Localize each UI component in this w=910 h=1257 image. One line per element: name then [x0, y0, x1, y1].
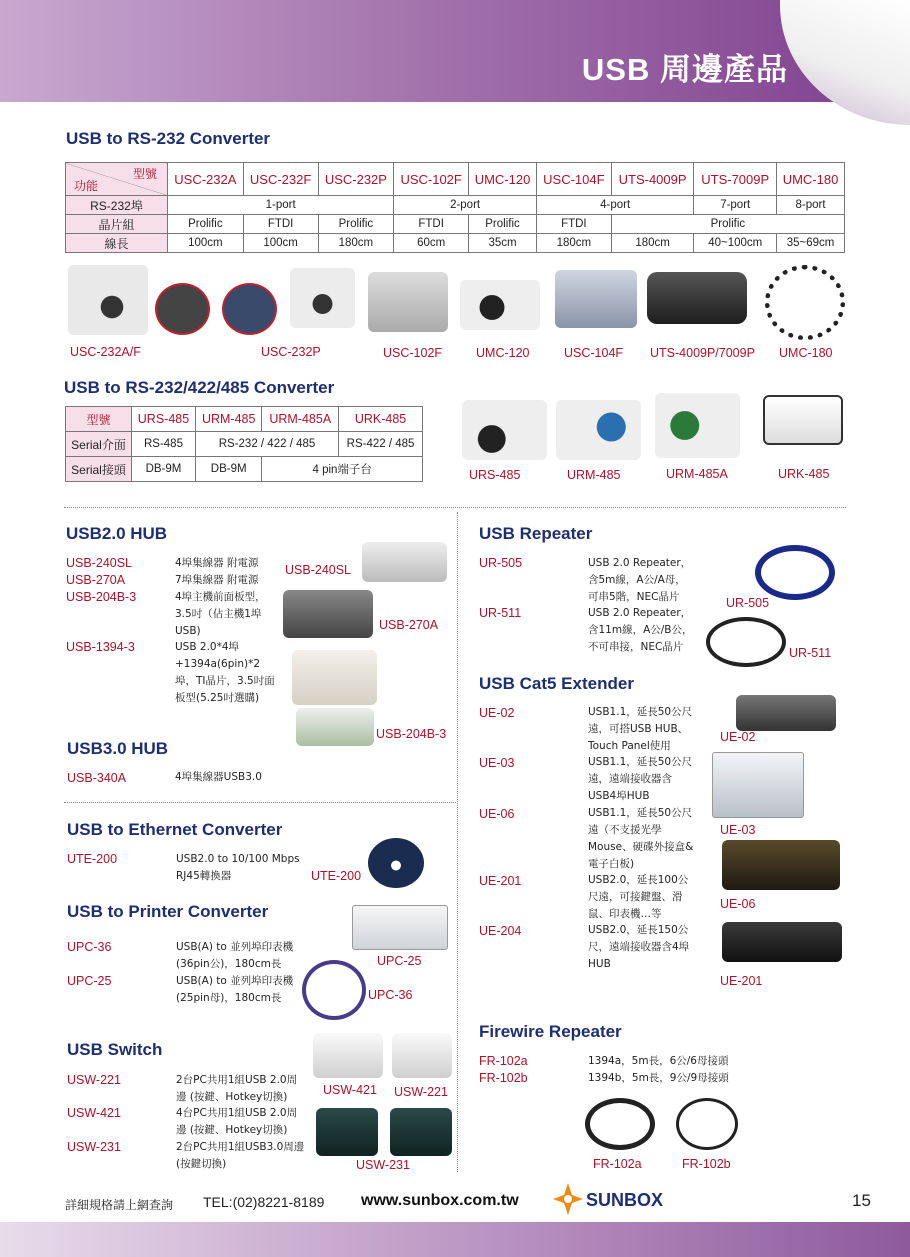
- item-code: UE-06: [479, 807, 515, 821]
- item-code: UPC-36: [67, 940, 112, 954]
- table-cell: 4 pin端子台: [262, 457, 423, 482]
- footer-bar: [0, 1222, 910, 1257]
- table-cell: 100cm: [168, 234, 244, 253]
- product-photo-usw231: [316, 1108, 378, 1156]
- item-code: USB-1394-3: [66, 640, 135, 654]
- product-photo-umc120: [460, 280, 540, 330]
- model-header: URK-485: [339, 407, 423, 432]
- section-title-rs485: USB to RS-232/422/485 Converter: [64, 378, 335, 397]
- table-cell: DB-9M: [195, 457, 261, 482]
- photo-label: USW-421: [323, 1083, 377, 1097]
- item-desc: 4埠集線器USB3.0: [175, 771, 262, 783]
- photo-label: UR-505: [726, 596, 770, 610]
- product-photo-usb240sl: [362, 542, 447, 582]
- table-corner-cell: 型號: [66, 407, 132, 432]
- table-cell: 180cm: [611, 234, 694, 253]
- product-photo-usb270a: [283, 590, 373, 638]
- row-label: Serial接頭: [66, 457, 132, 482]
- product-photo-urk485: [763, 395, 843, 445]
- divider: [64, 802, 456, 803]
- photo-label: URM-485: [567, 468, 621, 482]
- item-desc: 2台PC共用1組USB3.0周邊(按鍵切換): [176, 1141, 305, 1170]
- product-photo-upc36: [302, 960, 366, 1020]
- item-desc: 1394b，5m長，9公/9母接頭: [588, 1072, 729, 1084]
- photo-label: USW-231: [356, 1158, 410, 1172]
- product-photo-fr102b: [676, 1098, 738, 1150]
- photo-label: UPC-25: [377, 954, 422, 968]
- table-cell: 40~100cm: [694, 234, 777, 253]
- photo-label: UE-02: [720, 730, 756, 744]
- row-label: 晶片組: [66, 215, 168, 234]
- row-label: 線長: [66, 234, 168, 253]
- table-cell: 35~69cm: [777, 234, 845, 253]
- item-code: USB-204B-3: [66, 590, 137, 604]
- page-header: [0, 0, 910, 102]
- model-header: URS-485: [132, 407, 196, 432]
- photo-label: USB-270A: [379, 618, 439, 632]
- product-photo-ur505: [755, 545, 835, 600]
- table-cell: FTDI: [394, 215, 469, 234]
- product-photo-usc104f: [555, 270, 637, 328]
- photo-label: URM-485A: [666, 467, 728, 481]
- item-desc: USB(A) to 並列埠印表機(36pin公)，180cm長: [176, 941, 294, 970]
- photo-label: USW-221: [394, 1085, 448, 1099]
- footer-url[interactable]: www.sunbox.com.tw: [361, 1192, 519, 1209]
- product-photo-usw421: [313, 1033, 383, 1078]
- section-title-cat5: USB Cat5 Extender: [479, 674, 634, 693]
- section-title-ethernet: USB to Ethernet Converter: [67, 820, 283, 839]
- sunbox-logo-icon: [553, 1183, 583, 1215]
- section-title-hub2: USB2.0 HUB: [66, 524, 168, 543]
- product-photo-usc102f: [368, 272, 448, 332]
- item-code: FR-102b: [479, 1071, 528, 1085]
- model-header: USC-232A: [168, 163, 244, 196]
- product-photo-usc232a: [68, 265, 148, 335]
- item-desc: 2台PC共用1組USB 2.0周邊 (按鍵、Hotkey切換): [176, 1074, 298, 1103]
- photo-label: UPC-36: [368, 988, 413, 1002]
- footer-tel: TEL:(02)8221-8189: [203, 1194, 325, 1210]
- item-desc: 4埠集線器 附電源: [175, 557, 259, 569]
- table-cell: Prolific: [611, 215, 844, 234]
- table-cell: 180cm: [318, 234, 394, 253]
- photo-label: USC-102F: [383, 346, 443, 360]
- table-cell: 180cm: [536, 234, 611, 253]
- item-desc: 7埠集線器 附電源: [175, 574, 259, 586]
- photo-label: UTE-200: [311, 869, 362, 883]
- item-desc: 4埠主機前面板型，3.5吋（佔主機1埠USB): [175, 591, 266, 637]
- product-photo-fr102a: [585, 1098, 655, 1150]
- photo-label: UE-06: [720, 897, 756, 911]
- section-title-rs232: USB to RS-232 Converter: [66, 129, 271, 148]
- item-code: USB-340A: [67, 771, 127, 785]
- section-title-hub3: USB3.0 HUB: [67, 739, 169, 758]
- table-cell: 4-port: [536, 196, 693, 215]
- section-title-printer: USB to Printer Converter: [67, 902, 269, 921]
- item-code: USW-421: [67, 1106, 121, 1120]
- product-photo-ue03: [712, 752, 804, 818]
- row-label: RS-232埠: [66, 196, 168, 215]
- product-photo-ute200: [368, 838, 424, 888]
- model-header: UMC-120: [469, 163, 537, 196]
- section-title-firewire: Firewire Repeater: [479, 1022, 622, 1041]
- product-photo-ue02: [736, 695, 836, 731]
- product-photo-urs485: [462, 400, 547, 460]
- item-desc: USB(A) to 並列埠印表機(25pin母)，180cm長: [176, 975, 294, 1004]
- photo-label: FR-102a: [593, 1157, 642, 1171]
- item-code: UE-03: [479, 756, 515, 770]
- product-photo-usb204b: [296, 708, 374, 746]
- product-photo-usw221: [392, 1033, 452, 1078]
- table-cell: 35cm: [469, 234, 537, 253]
- model-header: USC-102F: [394, 163, 469, 196]
- page-title: USB 周邊產品: [581, 52, 788, 87]
- model-header: USC-232F: [243, 163, 318, 196]
- product-photo-ur511: [706, 617, 786, 667]
- model-header: UTS-4009P: [611, 163, 694, 196]
- model-header: URM-485: [195, 407, 261, 432]
- table-cell: 60cm: [394, 234, 469, 253]
- product-photo-usc232p: [290, 268, 355, 328]
- item-code: USW-231: [67, 1140, 121, 1154]
- item-desc: 1394a，5m長，6公/6母接頭: [588, 1055, 729, 1067]
- table-cell: DB-9M: [132, 457, 196, 482]
- table-cell: FTDI: [536, 215, 611, 234]
- item-desc: USB 2.0 Repeater，含11m線，A公/B公，不可串接，NEC晶片: [588, 607, 693, 653]
- photo-label: UTS-4009P/7009P: [650, 346, 755, 360]
- rs485-spec-table: [65, 406, 423, 482]
- table-corner-cell: 型號 功能: [66, 163, 168, 196]
- item-code: UR-505: [479, 556, 523, 570]
- photo-label: FR-102b: [682, 1157, 731, 1171]
- product-photo-uts4009p: [647, 272, 747, 324]
- item-code: USB-240SL: [66, 556, 133, 570]
- model-header: USC-104F: [536, 163, 611, 196]
- item-desc: USB2.0，延長150公尺，遠端接收器含4埠HUB: [588, 924, 690, 970]
- divider: [64, 507, 846, 508]
- model-header: USC-232P: [318, 163, 394, 196]
- item-code: FR-102a: [479, 1054, 528, 1068]
- photo-label: USB-204B-3: [376, 727, 447, 741]
- product-photo-usb1394: [292, 650, 377, 705]
- model-header: UTS-7009P: [694, 163, 777, 196]
- product-photo-upc25: [352, 905, 448, 950]
- model-header: URM-485A: [262, 407, 339, 432]
- item-code: UE-204: [479, 924, 522, 938]
- photo-label: UMC-180: [779, 346, 833, 360]
- photo-label: USC-232A/F: [70, 345, 141, 359]
- product-photo-connector-closeup: [155, 283, 210, 335]
- item-code: UTE-200: [67, 852, 118, 866]
- table-cell: Prolific: [469, 215, 537, 234]
- item-code: UR-511: [479, 606, 522, 620]
- photo-label: URS-485: [469, 468, 521, 482]
- item-code: UE-201: [479, 874, 522, 888]
- product-photo-ue201: [722, 922, 842, 962]
- photo-label: USB-240SL: [285, 563, 352, 577]
- item-code: USB-270A: [66, 573, 126, 587]
- photo-label: UE-201: [720, 974, 763, 988]
- photo-label: USC-104F: [564, 346, 624, 360]
- item-code: UE-02: [479, 706, 515, 720]
- section-title-repeater: USB Repeater: [479, 524, 593, 543]
- item-code: USW-221: [67, 1073, 121, 1087]
- photo-label: URK-485: [778, 467, 830, 481]
- photo-label: UR-511: [789, 646, 832, 660]
- item-desc: USB1.1，延長50公尺遠（不支援光學Mouse、硬碟外接盒&電子白板): [588, 807, 694, 870]
- row-label: Serial介面: [66, 432, 132, 457]
- item-desc: 4台PC共用1組USB 2.0周邊 (按鍵、Hotkey切換): [176, 1107, 298, 1136]
- item-desc: USB1.1，延長50公尺遠，遠端接收器含USB4埠HUB: [588, 756, 693, 802]
- item-desc: USB2.0，延長100公尺遠，可接鍵盤、滑鼠、印表機…等: [588, 874, 689, 920]
- table-cell: 8-port: [777, 196, 845, 215]
- item-desc: USB 2.0 Repeater，含5m線，A公/A母，可串5階，NEC晶片: [588, 557, 692, 603]
- page-curl-decoration: [780, 0, 910, 125]
- photo-label: UE-03: [720, 823, 756, 837]
- item-desc: USB2.0 to 10/100 Mbps RJ45轉換器: [176, 853, 300, 882]
- table-cell: RS-422 / 485: [339, 432, 423, 457]
- product-photo-usw231-back: [390, 1108, 452, 1156]
- product-photo-urm485a: [655, 393, 740, 458]
- footer-note: 詳細規格請上網查詢: [65, 1198, 174, 1212]
- item-desc: USB1.1，延長50公尺遠，可搭USB HUB、Touch Panel使用: [588, 706, 693, 752]
- photo-label: USC-232P: [261, 345, 321, 359]
- page-number: 15: [852, 1191, 871, 1210]
- product-photo-urm485: [556, 400, 641, 460]
- model-header: UMC-180: [777, 163, 845, 196]
- product-photo-connector-closeup: [222, 283, 277, 335]
- table-cell: RS-232 / 422 / 485: [195, 432, 338, 457]
- table-cell: Prolific: [318, 215, 394, 234]
- column-divider: [457, 512, 458, 1172]
- table-cell: 7-port: [694, 196, 777, 215]
- footer-brand: SUNBOX: [586, 1190, 664, 1210]
- table-cell: 2-port: [394, 196, 537, 215]
- product-photo-ue06: [722, 840, 840, 890]
- item-code: UPC-25: [67, 974, 112, 988]
- table-cell: RS-485: [132, 432, 196, 457]
- table-cell: 1-port: [168, 196, 394, 215]
- table-cell: FTDI: [243, 215, 318, 234]
- product-photo-umc180: [765, 265, 845, 340]
- rs232-spec-table: [65, 162, 845, 253]
- table-cell: 100cm: [243, 234, 318, 253]
- photo-label: UMC-120: [476, 346, 530, 360]
- section-title-switch: USB Switch: [67, 1040, 163, 1059]
- table-cell: Prolific: [168, 215, 244, 234]
- item-desc: USB 2.0*4埠+1394a(6pin)*2埠，TI晶片，3.5吋面板型(5.25吋選購): [175, 641, 275, 704]
